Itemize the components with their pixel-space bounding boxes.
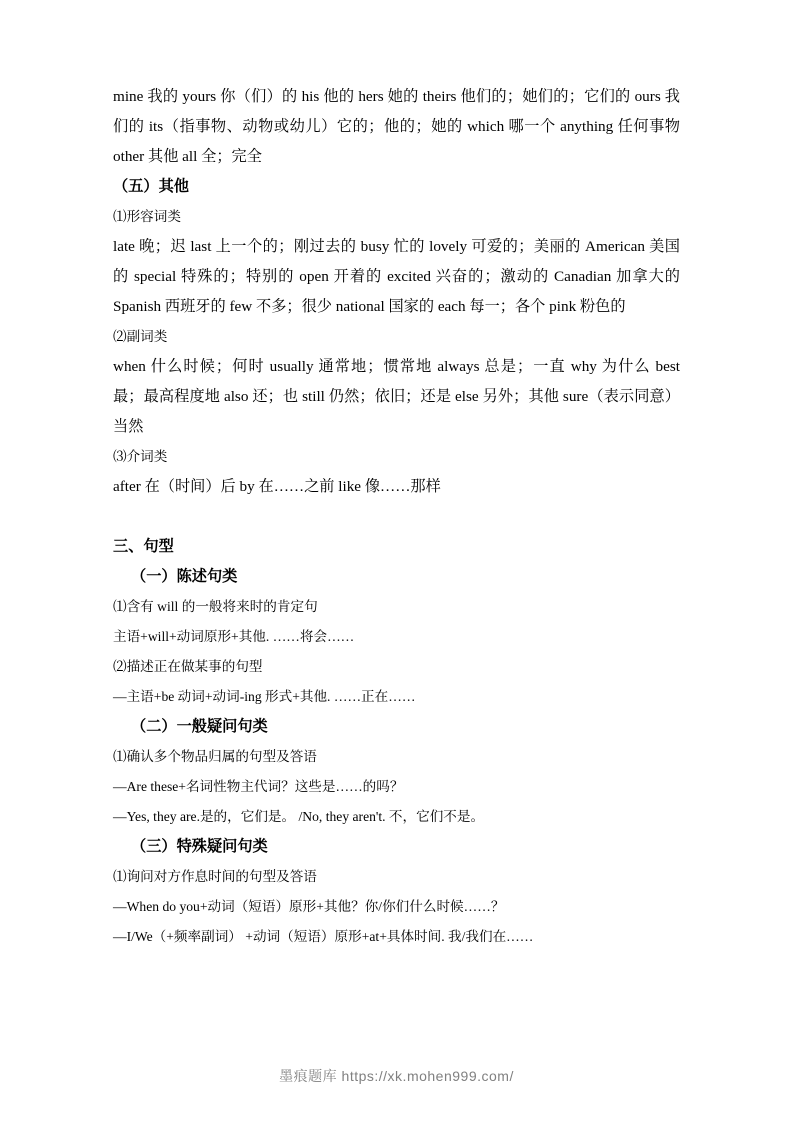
heading-subsection-three: （三）特殊疑问句类 [131,838,268,855]
question-wh-one: —When do you+动词（短语）原形+其他？你/你们什么时候……？ [113,899,505,914]
heading-section-five: （五）其他 [113,178,189,195]
document-body [113,82,680,952]
label-yesno-one: ⑴确认多个物品归属的句型及答语 [113,749,317,764]
label-preposition-class: ⑶介词类 [113,449,168,464]
paragraph-preposition-list: after 在（时间）后 by 在……之前 like 像……那样 [113,478,441,495]
question-yesno-one: —Are these+名词性物主代词？这些是……的吗？ [113,779,404,794]
answer-yesno-one: —Yes, they are.是的，它们是。 /No, they aren't. 不，它们不是。 [113,809,485,824]
label-statement-one: ⑴含有 will 的一般将来时的肯定句 [113,599,318,614]
page-watermark: 墨痕题库 https://xk.mohen999.com/ [279,1068,514,1084]
label-adverb-class: ⑵副词类 [113,329,168,344]
pattern-statement-one: 主语+will+动词原形+其他. ……将会…… [113,629,355,644]
paragraph-pronoun-list: mine 我的 yours 你（们）的 his 他的 hers 她的 theirs 他们的；她们的；它们的 ours 我们的 its（指事物、动物或幼儿）它的；他的；她的 which 哪一个 anything 任何事物 other 其他 all 全；完全 [113,88,680,165]
paragraph-adjective-list: late 晚；迟 last 上一个的；刚过去的 busy 忙的 lovely 可爱的；美丽的 American 美国的 special 特殊的；特别的 open 开着的 excited 兴奋的；激动的 Canadian 加拿大的 Spanish 西班牙的 few 不多；很少 national 国家的 each 每一；各个 pink 粉色的 [113,238,680,315]
heading-subsection-one: （一）陈述句类 [131,568,238,585]
section-spacer [113,502,680,532]
label-statement-two: ⑵描述正在做某事的句型 [113,659,263,674]
heading-section-three: 三、句型 [113,538,174,555]
heading-subsection-two: （二）一般疑问句类 [131,718,268,735]
answer-wh-one: —I/We（+频率副词） +动词（短语）原形+at+具体时间. 我/我们在…… [113,929,534,944]
pattern-statement-two: —主语+be 动词+动词-ing 形式+其他. ……正在…… [113,689,416,704]
label-wh-one: ⑴询问对方作息时间的句型及答语 [113,869,317,884]
paragraph-adverb-list: when 什么时候；何时 usually 通常地；惯常地 always 总是；一直 why 为什么 best 最；最高程度地 also 还；也 still 仍然；依旧；还是 else 另外；其他 sure（表示同意）当然 [113,358,680,435]
label-adjective-class: ⑴形容词类 [113,209,181,224]
